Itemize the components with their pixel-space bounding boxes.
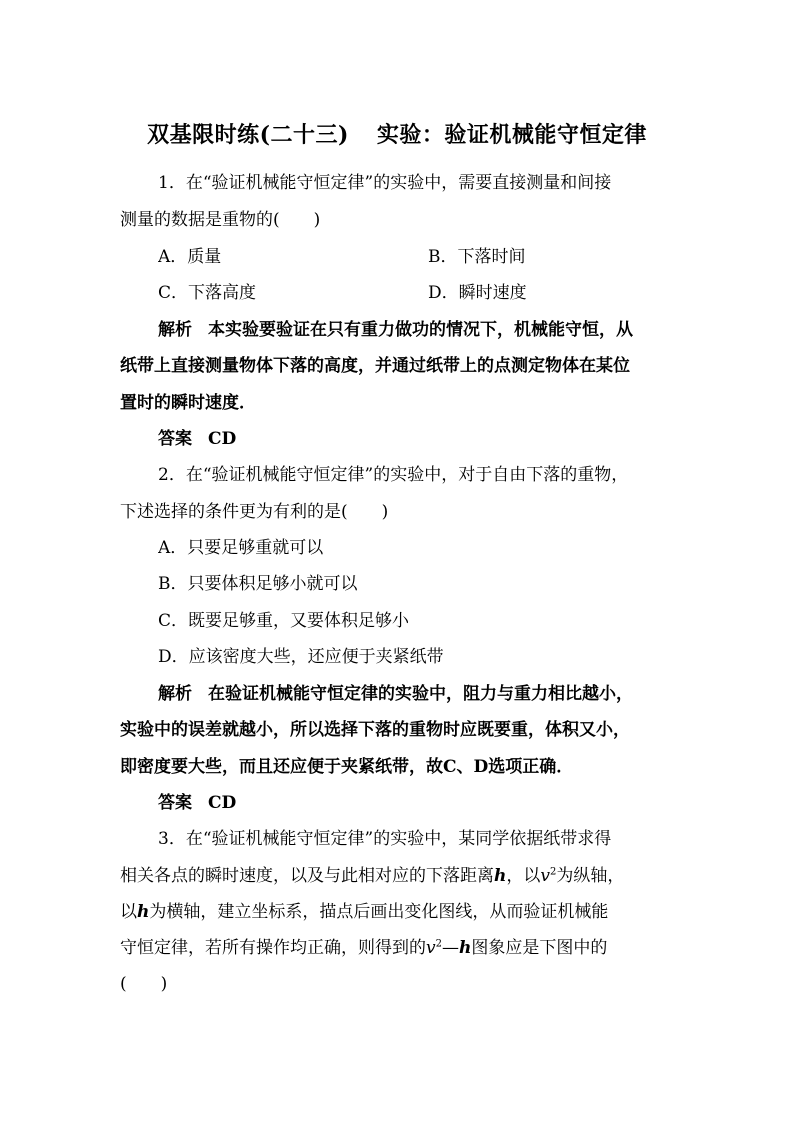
q2-stem-line-1: 2．在“验证机械能守恒定律”的实验中，对于自由下落的重物， — [158, 465, 629, 485]
q1-option-a: A．质量 — [158, 247, 222, 267]
q2-analysis-text-1: 在验证机械能守恒定律的实验中，阻力与重力相比越小， — [208, 684, 633, 704]
q3-sup-2b: 2 — [435, 938, 442, 950]
q3-text-4b: 图象应是下图中的 — [471, 938, 608, 958]
q1-option-b: B．下落时间 — [428, 247, 526, 267]
q1-stem-line-1: 1．在“验证机械能守恒定律”的实验中，需要直接测量和间接 — [158, 173, 612, 193]
q2-option-a: A．只要足够重就可以 — [158, 538, 324, 558]
q3-text-3b: 为横轴，建立坐标系，描点后画出变化图线，从而验证机械能 — [149, 902, 609, 922]
q3-text-2a: 相关各点的瞬时速度，以及与此相对应的下落距离 — [120, 866, 494, 886]
page-title — [0, 118, 794, 149]
q1-answer — [158, 427, 676, 451]
q2-answer — [158, 791, 676, 815]
q1-option-d: D．瞬时速度 — [428, 283, 527, 303]
q1-analysis-line-1 — [158, 318, 676, 342]
q2-analysis-line-2: 实验中的误差就越小，所以选择下落的重物时应既要重，体积又小， — [120, 720, 630, 740]
q1-stem-line-2: 测量的数据是重物的( ) — [120, 210, 321, 230]
q3-stem-line-1: 3．在“验证机械能守恒定律”的实验中，某同学依据纸带求得 — [158, 829, 612, 849]
q2-option-b: B．只要体积足够小就可以 — [158, 574, 358, 594]
q3-stem-line-4 — [120, 936, 676, 960]
q3-text-2b: ，以 — [506, 866, 541, 886]
q2-option-d: D．应该密度大些，还应便于夹紧纸带 — [158, 647, 444, 667]
q1-option-c: C．下落高度 — [158, 283, 257, 303]
q3-text-3a: 以 — [120, 902, 137, 922]
q2-option-c: C．既要足够重，又要体积足够小 — [158, 611, 410, 631]
q3-var-h: h — [494, 866, 507, 886]
q3-var-h-3: h — [458, 938, 472, 958]
q3-var-v-2: v — [426, 938, 436, 958]
q1-answer-label: 答案 — [158, 429, 192, 449]
title-topic: 实验：验证机械能守恒定律 — [376, 122, 647, 148]
q3-stem-line-5: ( ) — [120, 974, 168, 994]
q2-analysis-label: 解析 — [158, 684, 192, 704]
q3-stem-line-3 — [120, 900, 676, 924]
q3-text-4a: 守恒定律，若所有操作均正确，则得到的 — [120, 938, 426, 958]
q2-analysis-line-1 — [158, 682, 676, 706]
q1-answer-value: CD — [208, 429, 237, 449]
q2-stem-line-2: 下述选择的条件更为有利的是( ) — [120, 502, 389, 522]
q1-analysis-line-3: 置时的瞬时速度． — [120, 393, 256, 413]
q3-sup-2: 2 — [549, 866, 557, 878]
q2-answer-value: CD — [208, 793, 237, 813]
q2-analysis-line-3: 即密度要大些，而且还应便于夹紧纸带，故C、D选项正确． — [120, 757, 574, 777]
q1-analysis-label: 解析 — [158, 320, 192, 340]
q2-answer-label: 答案 — [158, 793, 192, 813]
q3-var-h-2: h — [137, 902, 150, 922]
q3-var-v: v — [540, 866, 550, 886]
title-series: 双基限时练(二十三) — [147, 122, 349, 148]
q3-text-2c: 为纵轴， — [556, 866, 625, 886]
q3-stem-line-2 — [120, 864, 676, 888]
q3-dash: — — [441, 938, 459, 958]
q1-analysis-line-2: 纸带上直接测量物体下落的高度，并通过纸带上的点测定物体在某位 — [120, 356, 630, 376]
q1-analysis-text-1: 本实验要验证在只有重力做功的情况下，机械能守恒，从 — [208, 320, 633, 340]
